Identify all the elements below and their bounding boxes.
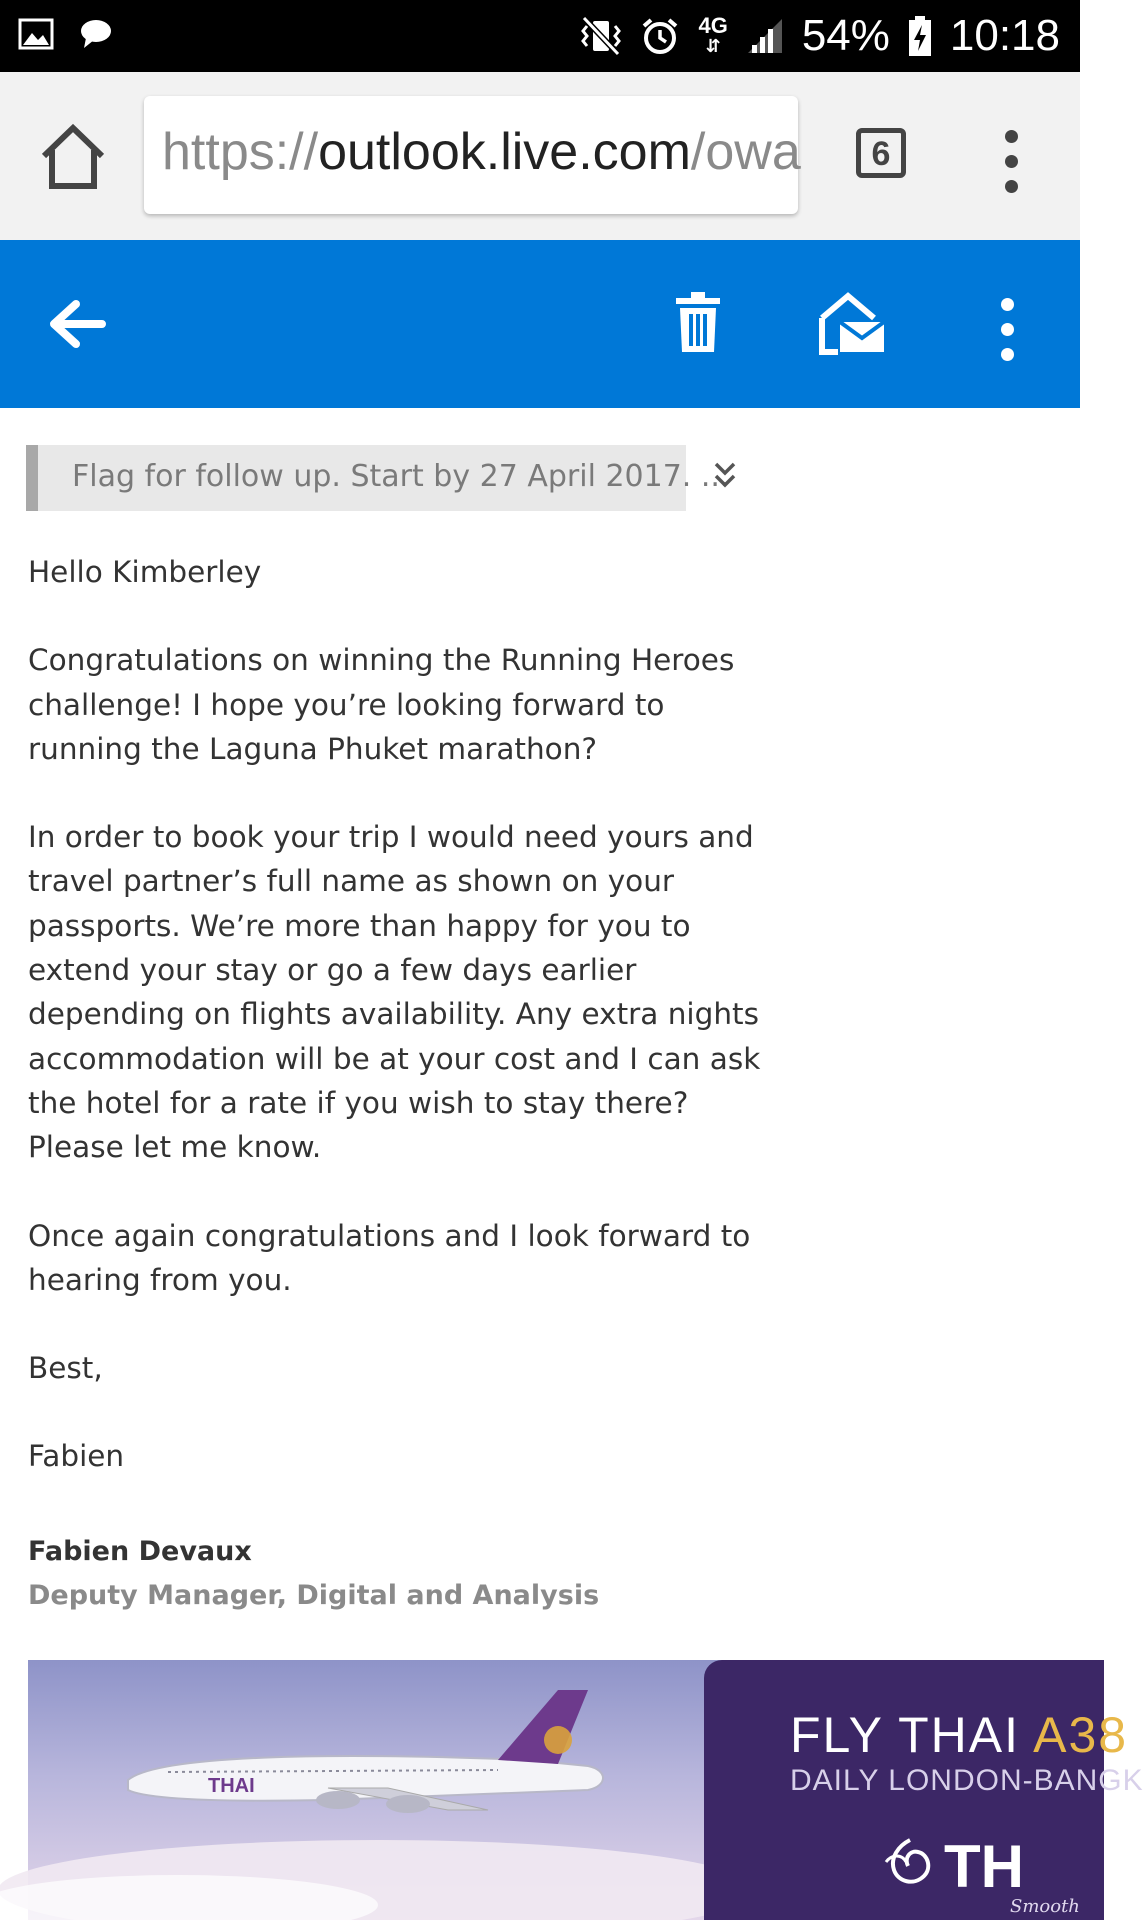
gallery-icon — [18, 16, 54, 52]
tab-count: 6 — [871, 135, 891, 173]
promo-subline: DAILY LONDON-BANGK — [790, 1764, 1144, 1797]
tabs-icon[interactable] — [856, 128, 906, 178]
promo-panel — [704, 1660, 1144, 1920]
flag-text: Flag for follow up. Start by 27 April 2017. ... — [72, 459, 730, 494]
chat-icon — [78, 16, 114, 52]
expand-chevron-icon[interactable] — [712, 458, 738, 492]
signature-name: Fabien Devaux — [28, 1536, 252, 1567]
trash-icon[interactable] — [674, 290, 722, 354]
status-bar — [0, 0, 1080, 72]
closing: Best, — [28, 1351, 103, 1386]
back-arrow-icon[interactable] — [48, 300, 106, 348]
sender-first-name: Fabien — [28, 1439, 125, 1474]
more-icon[interactable] — [997, 298, 1017, 373]
paragraph: Congratulations on winning the Running Heroes challenge! I hope you’re looking forward to running the Laguna Phuket marathon? — [28, 643, 735, 766]
menu-icon[interactable] — [1001, 130, 1021, 205]
url-text: https://outlook.live.com/owa — [162, 123, 801, 181]
battery-icon — [908, 15, 932, 57]
home-icon[interactable] — [38, 124, 108, 190]
url-bar[interactable] — [144, 96, 801, 214]
clock: 10:18 — [949, 11, 1060, 60]
brand-text: TH — [944, 1833, 1024, 1900]
mark-read-icon[interactable] — [818, 292, 886, 354]
follow-up-flag-banner[interactable] — [26, 445, 730, 511]
email-body — [28, 550, 768, 1523]
browser-toolbar — [0, 72, 1080, 241]
airplane-image — [28, 1660, 728, 1920]
thai-airways-banner[interactable] — [28, 1660, 1144, 1920]
greeting: Hello Kimberley — [28, 555, 262, 589]
thai-logo-icon — [880, 1836, 940, 1890]
battery-percent: 54% — [801, 11, 890, 60]
brand-tagline: Smooth — [1010, 1896, 1080, 1917]
signal-icon — [746, 17, 784, 55]
paragraph: In order to book your trip I would need yours and travel partner’s full name as shown on your passports. We’re more than happy for you to extend your stay or go a few days earlier depending on flights availability. Any extra nights accommodation will be at your cost and I can ask the hotel for a rate if you wish to stay there? Please let me know. — [28, 820, 761, 1165]
network-type: 4G ⇵ — [698, 13, 728, 56]
mail-toolbar — [0, 240, 1080, 408]
paragraph: Once again congratulations and I look forward to hearing from you. — [28, 1218, 751, 1297]
signature — [28, 1530, 599, 1618]
plane-livery: THAI — [208, 1775, 255, 1797]
vibrate-icon — [580, 16, 622, 56]
signature-role: Deputy Manager, Digital and Analysis — [28, 1580, 600, 1611]
promo-headline: FLY THAI A38 — [790, 1707, 1129, 1763]
alarm-icon — [640, 16, 680, 56]
